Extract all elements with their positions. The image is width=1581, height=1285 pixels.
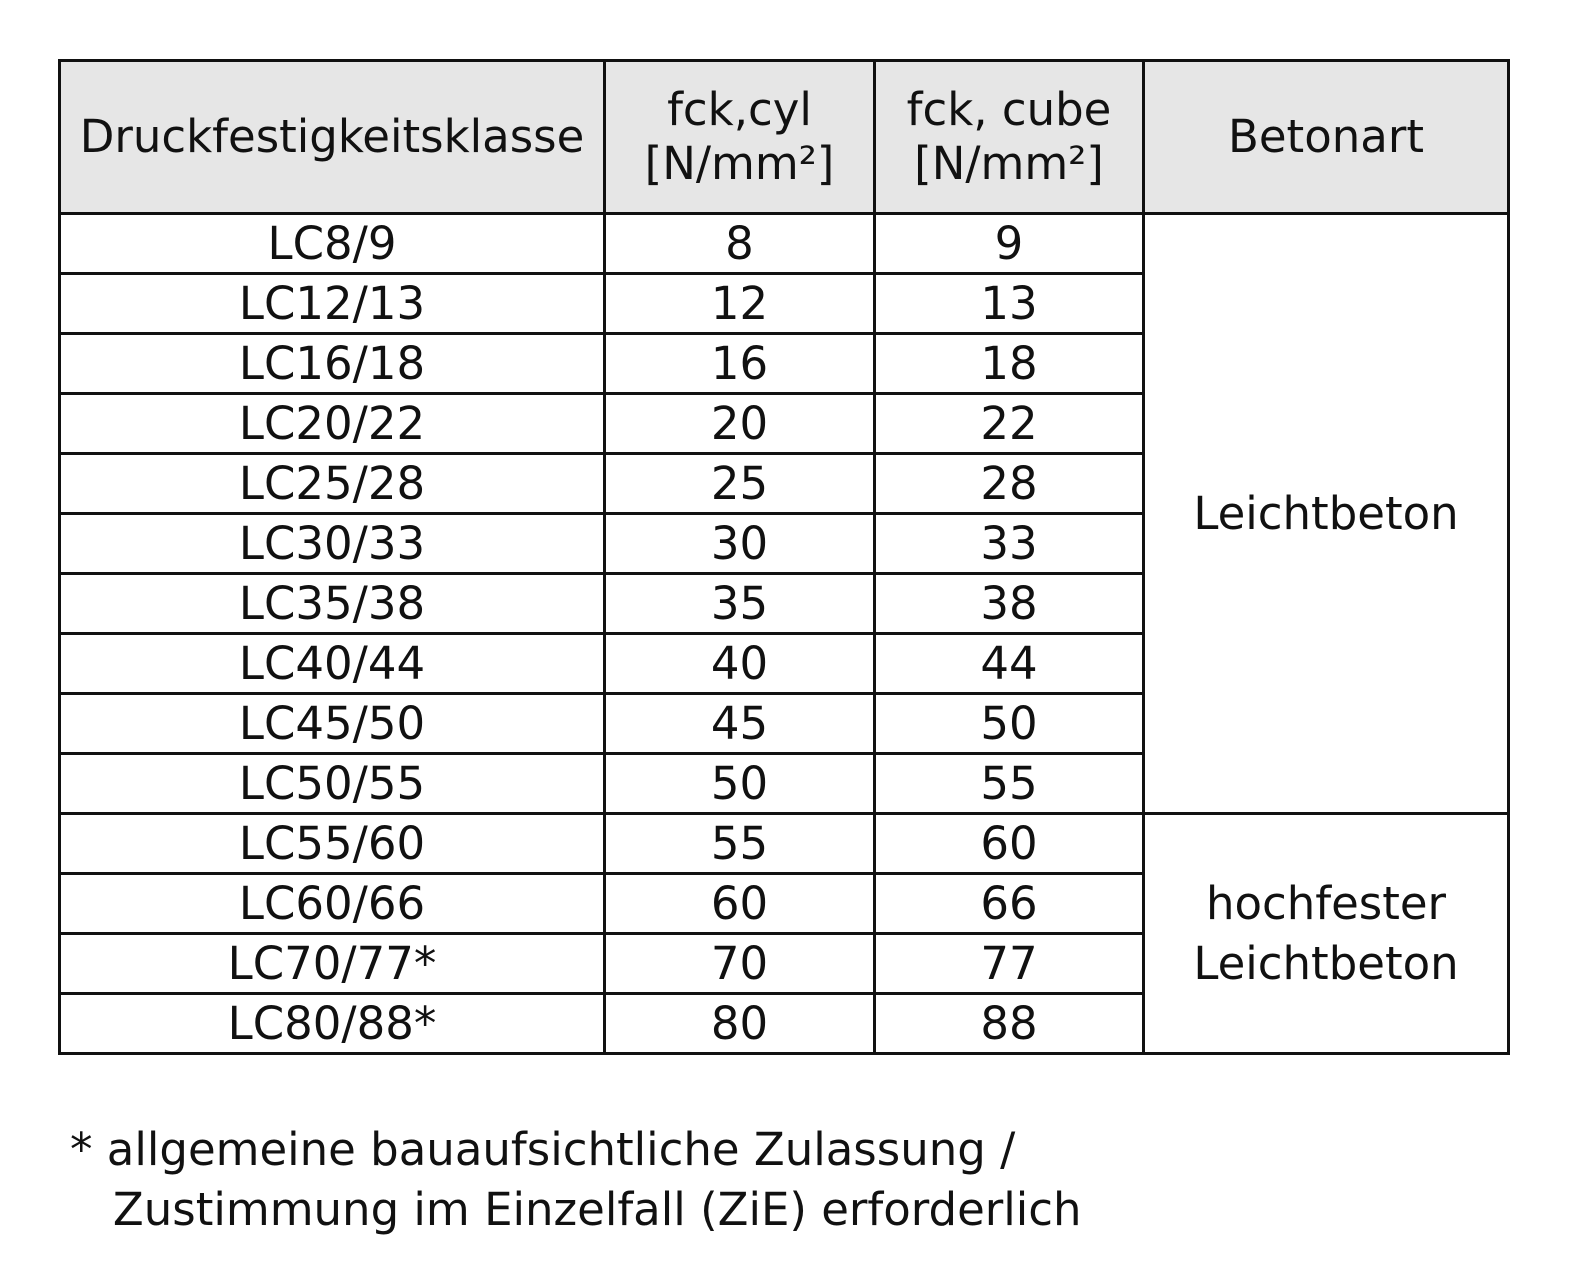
cell-fck-cube: 60	[875, 814, 1144, 874]
footnote	[70, 1120, 1082, 1240]
cell-fck-cube: 9	[875, 214, 1144, 274]
table-row	[60, 814, 1509, 874]
cell-strength-class: LC20/22	[60, 394, 605, 454]
cell-strength-class: LC12/13	[60, 274, 605, 334]
cell-fck-cyl: 8	[605, 214, 875, 274]
cell-fck-cube: 33	[875, 514, 1144, 574]
cell-fck-cyl: 40	[605, 634, 875, 694]
cell-type-hochfester-leichtbeton: hochfester Leichtbeton	[1144, 814, 1509, 1054]
cell-strength-class: LC8/9	[60, 214, 605, 274]
cell-fck-cyl: 12	[605, 274, 875, 334]
cell-fck-cyl: 50	[605, 754, 875, 814]
cell-fck-cube: 77	[875, 934, 1144, 994]
cell-fck-cube: 38	[875, 574, 1144, 634]
cell-fck-cyl: 35	[605, 574, 875, 634]
header-concrete-type: Betonart	[1144, 61, 1509, 214]
cell-strength-class: LC25/28	[60, 454, 605, 514]
cell-strength-class: LC55/60	[60, 814, 605, 874]
table-row	[60, 214, 1509, 274]
cell-strength-class: LC60/66	[60, 874, 605, 934]
cell-fck-cyl: 20	[605, 394, 875, 454]
cell-fck-cyl: 30	[605, 514, 875, 574]
cell-fck-cyl: 45	[605, 694, 875, 754]
cell-strength-class: LC70/77*	[60, 934, 605, 994]
cell-strength-class: LC30/33	[60, 514, 605, 574]
concrete-strength-table	[58, 59, 1510, 1055]
cell-fck-cyl: 55	[605, 814, 875, 874]
cell-fck-cyl: 70	[605, 934, 875, 994]
cell-fck-cyl: 60	[605, 874, 875, 934]
cell-strength-class: LC80/88*	[60, 994, 605, 1054]
cell-fck-cube: 28	[875, 454, 1144, 514]
cell-strength-class: LC50/55	[60, 754, 605, 814]
cell-strength-class: LC40/44	[60, 634, 605, 694]
cell-strength-class: LC16/18	[60, 334, 605, 394]
cell-fck-cube: 18	[875, 334, 1144, 394]
header-fck-cube: fck, cube [N/mm²]	[875, 61, 1144, 214]
cell-fck-cyl: 80	[605, 994, 875, 1054]
cell-fck-cube: 66	[875, 874, 1144, 934]
cell-fck-cyl: 16	[605, 334, 875, 394]
cell-type-leichtbeton: Leichtbeton	[1144, 214, 1509, 814]
footnote-line: Zustimmung im Einzelfall (ZiE) erforderlich	[70, 1183, 1082, 1236]
header-strength-class: Druckfestigkeitsklasse	[60, 61, 605, 214]
cell-fck-cube: 50	[875, 694, 1144, 754]
cell-fck-cube: 55	[875, 754, 1144, 814]
footnote-line: * allgemeine bauaufsichtliche Zulassung /	[70, 1123, 1016, 1176]
cell-strength-class: LC35/38	[60, 574, 605, 634]
table-header-row	[60, 61, 1509, 214]
cell-fck-cube: 44	[875, 634, 1144, 694]
cell-fck-cube: 88	[875, 994, 1144, 1054]
cell-fck-cube: 22	[875, 394, 1144, 454]
cell-strength-class: LC45/50	[60, 694, 605, 754]
cell-fck-cyl: 25	[605, 454, 875, 514]
cell-fck-cube: 13	[875, 274, 1144, 334]
header-fck-cyl: fck,cyl [N/mm²]	[605, 61, 875, 214]
